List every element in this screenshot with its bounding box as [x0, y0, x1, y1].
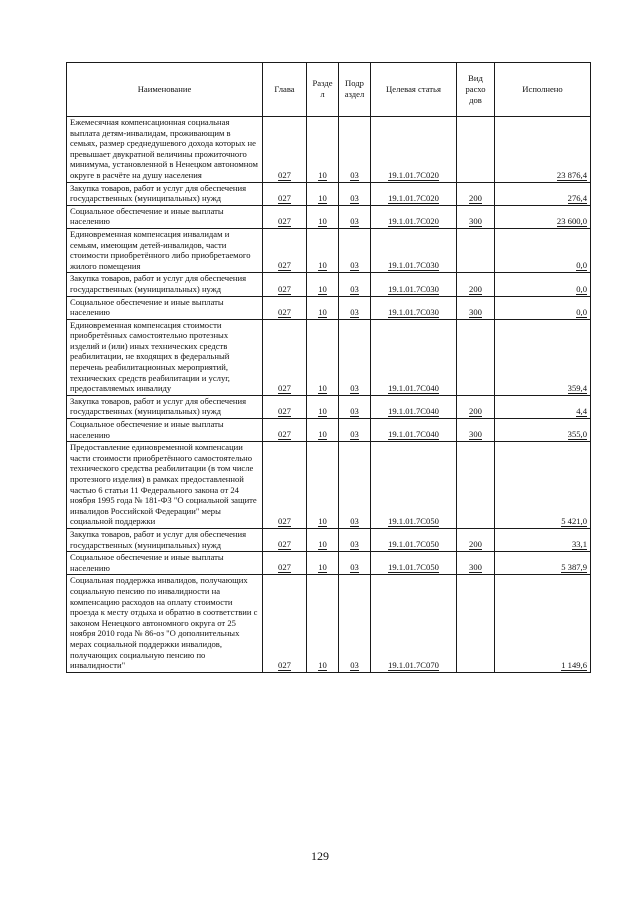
cell-podrazdel — [339, 419, 371, 442]
cell-name: Социальное обеспечение и иные выплаты населению — [67, 552, 263, 575]
cell-value-text: 1 149,6 — [561, 659, 587, 670]
cell-vid — [457, 395, 495, 418]
table-row — [67, 552, 591, 575]
cell-name: Единовременная компенсация стоимости приобретённых самостоятельно протезных изделий и (или) иных технических средств реабилитации, не входящих в федеральный перечень реабилитационных мероприятий, технических средств реабилитации и услуг, предоставляемых инвалиду — [67, 319, 263, 395]
cell-glava-text: 027 — [278, 659, 291, 670]
cell-podrazdel-text: 03 — [350, 306, 359, 317]
cell-glava-text: 027 — [278, 539, 291, 550]
cell-podrazdel-text: 03 — [350, 215, 359, 226]
table-header-row — [67, 63, 591, 117]
table-body — [67, 117, 591, 673]
cell-target-text: 19.1.01.7С030 — [388, 306, 439, 317]
cell-vid — [457, 319, 495, 395]
cell-razdel — [307, 117, 339, 183]
cell-razdel — [307, 395, 339, 418]
cell-value — [495, 442, 591, 529]
table-row — [67, 442, 591, 529]
cell-glava — [263, 528, 307, 551]
cell-target-text: 19.1.01.7С040 — [388, 406, 439, 417]
cell-name: Предоставление единовременной компенсации части стоимости приобретённого самостоятельно технического средства реабилитации (в том числе протезного изделия) в рамках предоставленной частью 6 статьи 11 Федерального закона от 24 ноября 1995 года № 181-ФЗ "О социальной защите инвалидов Российской Федерации" меры социальной поддержки — [67, 442, 263, 529]
cell-razdel — [307, 419, 339, 442]
cell-razdel — [307, 319, 339, 395]
cell-podrazdel-text: 03 — [350, 260, 359, 271]
cell-razdel — [307, 575, 339, 672]
cell-name: Закупка товаров, работ и услуг для обеспечения государственных (муниципальных) нужд — [67, 182, 263, 205]
table-row — [67, 117, 591, 183]
cell-glava — [263, 205, 307, 228]
cell-target-text: 19.1.01.7С030 — [388, 283, 439, 294]
table-row — [67, 319, 591, 395]
cell-target-text: 19.1.01.7С040 — [388, 429, 439, 440]
table-row — [67, 296, 591, 319]
header-vid: Вид расхо дов — [457, 63, 495, 117]
table-row — [67, 395, 591, 418]
cell-value — [495, 296, 591, 319]
cell-name: Закупка товаров, работ и услуг для обеспечения государственных (муниципальных) нужд — [67, 395, 263, 418]
header-done: Исполнено — [495, 63, 591, 117]
table-row — [67, 205, 591, 228]
cell-target — [371, 117, 457, 183]
cell-vid — [457, 552, 495, 575]
cell-podrazdel-text: 03 — [350, 429, 359, 440]
cell-target — [371, 205, 457, 228]
header-target: Целевая статья — [371, 63, 457, 117]
cell-target-text: 19.1.01.7С020 — [388, 215, 439, 226]
cell-glava-text: 027 — [278, 169, 291, 180]
cell-target-text: 19.1.01.7С070 — [388, 659, 439, 670]
cell-glava — [263, 552, 307, 575]
cell-vid-text: 200 — [469, 539, 482, 550]
cell-vid-text: 300 — [469, 429, 482, 440]
cell-glava — [263, 575, 307, 672]
cell-glava-text: 027 — [278, 406, 291, 417]
cell-razdel — [307, 296, 339, 319]
cell-target — [371, 419, 457, 442]
cell-podrazdel-text: 03 — [350, 283, 359, 294]
cell-target — [371, 228, 457, 272]
cell-podrazdel — [339, 442, 371, 529]
cell-glava-text: 027 — [278, 382, 291, 393]
cell-name: Социальное обеспечение и иные выплаты населению — [67, 205, 263, 228]
header-razdel: Разде л — [307, 63, 339, 117]
cell-value — [495, 528, 591, 551]
cell-vid — [457, 528, 495, 551]
cell-podrazdel-text: 03 — [350, 169, 359, 180]
cell-podrazdel — [339, 205, 371, 228]
cell-razdel-text: 10 — [318, 429, 327, 440]
cell-vid — [457, 228, 495, 272]
cell-podrazdel — [339, 395, 371, 418]
cell-value — [495, 273, 591, 296]
cell-vid-text: 300 — [469, 562, 482, 573]
cell-podrazdel — [339, 575, 371, 672]
cell-razdel-text: 10 — [318, 515, 327, 526]
cell-glava-text: 027 — [278, 562, 291, 573]
cell-podrazdel-text: 03 — [350, 192, 359, 203]
cell-target — [371, 319, 457, 395]
header-podrazdel: Подр аздел — [339, 63, 371, 117]
cell-target-text: 19.1.01.7С020 — [388, 192, 439, 203]
cell-value — [495, 117, 591, 183]
cell-value — [495, 419, 591, 442]
cell-vid-text: 300 — [469, 215, 482, 226]
cell-name: Социальное обеспечение и иные выплаты населению — [67, 296, 263, 319]
cell-value-text: 5 421,0 — [561, 515, 587, 526]
cell-target — [371, 528, 457, 551]
cell-glava-text: 027 — [278, 306, 291, 317]
cell-glava — [263, 442, 307, 529]
cell-vid-text: 300 — [469, 306, 482, 317]
cell-razdel-text: 10 — [318, 283, 327, 294]
cell-glava-text: 027 — [278, 515, 291, 526]
cell-glava — [263, 395, 307, 418]
cell-value-text: 5 387,9 — [561, 562, 587, 573]
cell-value-text: 359,4 — [567, 382, 587, 393]
cell-vid — [457, 117, 495, 183]
cell-podrazdel — [339, 273, 371, 296]
cell-razdel-text: 10 — [318, 659, 327, 670]
cell-razdel-text: 10 — [318, 406, 327, 417]
cell-glava-text: 027 — [278, 429, 291, 440]
cell-podrazdel — [339, 319, 371, 395]
cell-name: Закупка товаров, работ и услуг для обеспечения государственных (муниципальных) нужд — [67, 528, 263, 551]
cell-glava — [263, 228, 307, 272]
cell-value-text: 33,1 — [571, 539, 587, 550]
cell-glava — [263, 273, 307, 296]
cell-value-text: 276,4 — [567, 192, 587, 203]
cell-target — [371, 273, 457, 296]
cell-value — [495, 228, 591, 272]
page-number: 129 — [311, 849, 329, 863]
cell-value — [495, 182, 591, 205]
header-name: Наименование — [67, 63, 263, 117]
cell-podrazdel-text: 03 — [350, 539, 359, 550]
cell-podrazdel-text: 03 — [350, 406, 359, 417]
cell-razdel-text: 10 — [318, 382, 327, 393]
cell-razdel-text: 10 — [318, 169, 327, 180]
cell-name: Ежемесячная компенсационная социальная выплата детям-инвалидам, проживающим в семьях, размер среднедушевого дохода которых не превышает двукратной величины прожиточного минимума, установленной в Ненецком автономном округе в расчёте на душу населения — [67, 117, 263, 183]
cell-razdel — [307, 273, 339, 296]
cell-glava-text: 027 — [278, 215, 291, 226]
cell-value-text: 4,4 — [576, 406, 587, 417]
cell-razdel — [307, 552, 339, 575]
cell-vid — [457, 273, 495, 296]
cell-razdel-text: 10 — [318, 562, 327, 573]
cell-target — [371, 552, 457, 575]
cell-podrazdel — [339, 296, 371, 319]
cell-target — [371, 575, 457, 672]
cell-razdel — [307, 182, 339, 205]
cell-vid — [457, 296, 495, 319]
cell-razdel-text: 10 — [318, 539, 327, 550]
table-row — [67, 419, 591, 442]
cell-value-text: 0,0 — [576, 306, 587, 317]
cell-vid — [457, 419, 495, 442]
cell-name: Социальная поддержка инвалидов, получающих социальную пенсию по инвалидности на компенсацию расходов на оплату стоимости проезда к месту отдыха и обратно в соответствии с законом Ненецкого автономного округа от 25 ноября 2010 года № 86-оз "О дополнительных мерах социальной поддержки инвалидов, получающих социальную пенсию по инвалидности" — [67, 575, 263, 672]
cell-value — [495, 552, 591, 575]
cell-target — [371, 182, 457, 205]
cell-glava — [263, 182, 307, 205]
cell-target — [371, 442, 457, 529]
cell-value-text: 23 876,4 — [556, 169, 587, 180]
cell-podrazdel — [339, 228, 371, 272]
cell-glava — [263, 117, 307, 183]
cell-podrazdel-text: 03 — [350, 515, 359, 526]
cell-value-text: 0,0 — [576, 283, 587, 294]
cell-razdel — [307, 442, 339, 529]
cell-target-text: 19.1.01.7С050 — [388, 539, 439, 550]
cell-razdel — [307, 528, 339, 551]
cell-razdel — [307, 205, 339, 228]
cell-vid — [457, 575, 495, 672]
cell-name: Закупка товаров, работ и услуг для обеспечения государственных (муниципальных) нужд — [67, 273, 263, 296]
cell-glava-text: 027 — [278, 192, 291, 203]
cell-podrazdel — [339, 528, 371, 551]
cell-glava — [263, 296, 307, 319]
cell-razdel-text: 10 — [318, 260, 327, 271]
cell-name: Единовременная компенсация инвалидам и семьям, имеющим детей-инвалидов, части стоимости приобретённого либо приобретаемого жилого помещения — [67, 228, 263, 272]
table-row — [67, 528, 591, 551]
cell-target-text: 19.1.01.7С050 — [388, 562, 439, 573]
cell-target — [371, 395, 457, 418]
table-row — [67, 273, 591, 296]
cell-target — [371, 296, 457, 319]
cell-target-text: 19.1.01.7С050 — [388, 515, 439, 526]
cell-podrazdel — [339, 552, 371, 575]
cell-value-text: 0,0 — [576, 260, 587, 271]
cell-vid-text: 200 — [469, 406, 482, 417]
cell-razdel-text: 10 — [318, 215, 327, 226]
cell-target-text: 19.1.01.7С040 — [388, 382, 439, 393]
cell-target-text: 19.1.01.7С030 — [388, 260, 439, 271]
cell-name: Социальное обеспечение и иные выплаты населению — [67, 419, 263, 442]
cell-podrazdel-text: 03 — [350, 562, 359, 573]
cell-razdel — [307, 228, 339, 272]
cell-vid-text: 200 — [469, 192, 482, 203]
cell-podrazdel — [339, 182, 371, 205]
table-row — [67, 228, 591, 272]
cell-razdel-text: 10 — [318, 306, 327, 317]
cell-podrazdel — [339, 117, 371, 183]
cell-glava-text: 027 — [278, 283, 291, 294]
cell-podrazdel-text: 03 — [350, 659, 359, 670]
cell-value — [495, 205, 591, 228]
cell-value-text: 23 600,0 — [556, 215, 587, 226]
cell-podrazdel-text: 03 — [350, 382, 359, 393]
cell-glava — [263, 319, 307, 395]
cell-glava-text: 027 — [278, 260, 291, 271]
cell-value — [495, 575, 591, 672]
cell-glava — [263, 419, 307, 442]
cell-target-text: 19.1.01.7С020 — [388, 169, 439, 180]
cell-vid-text: 200 — [469, 283, 482, 294]
cell-vid — [457, 182, 495, 205]
cell-value — [495, 319, 591, 395]
cell-razdel-text: 10 — [318, 192, 327, 203]
cell-value — [495, 395, 591, 418]
table-row — [67, 575, 591, 672]
table-row — [67, 182, 591, 205]
cell-vid — [457, 205, 495, 228]
cell-value-text: 355,0 — [567, 429, 587, 440]
cell-vid — [457, 442, 495, 529]
header-glava: Глава — [263, 63, 307, 117]
budget-table — [66, 62, 591, 673]
